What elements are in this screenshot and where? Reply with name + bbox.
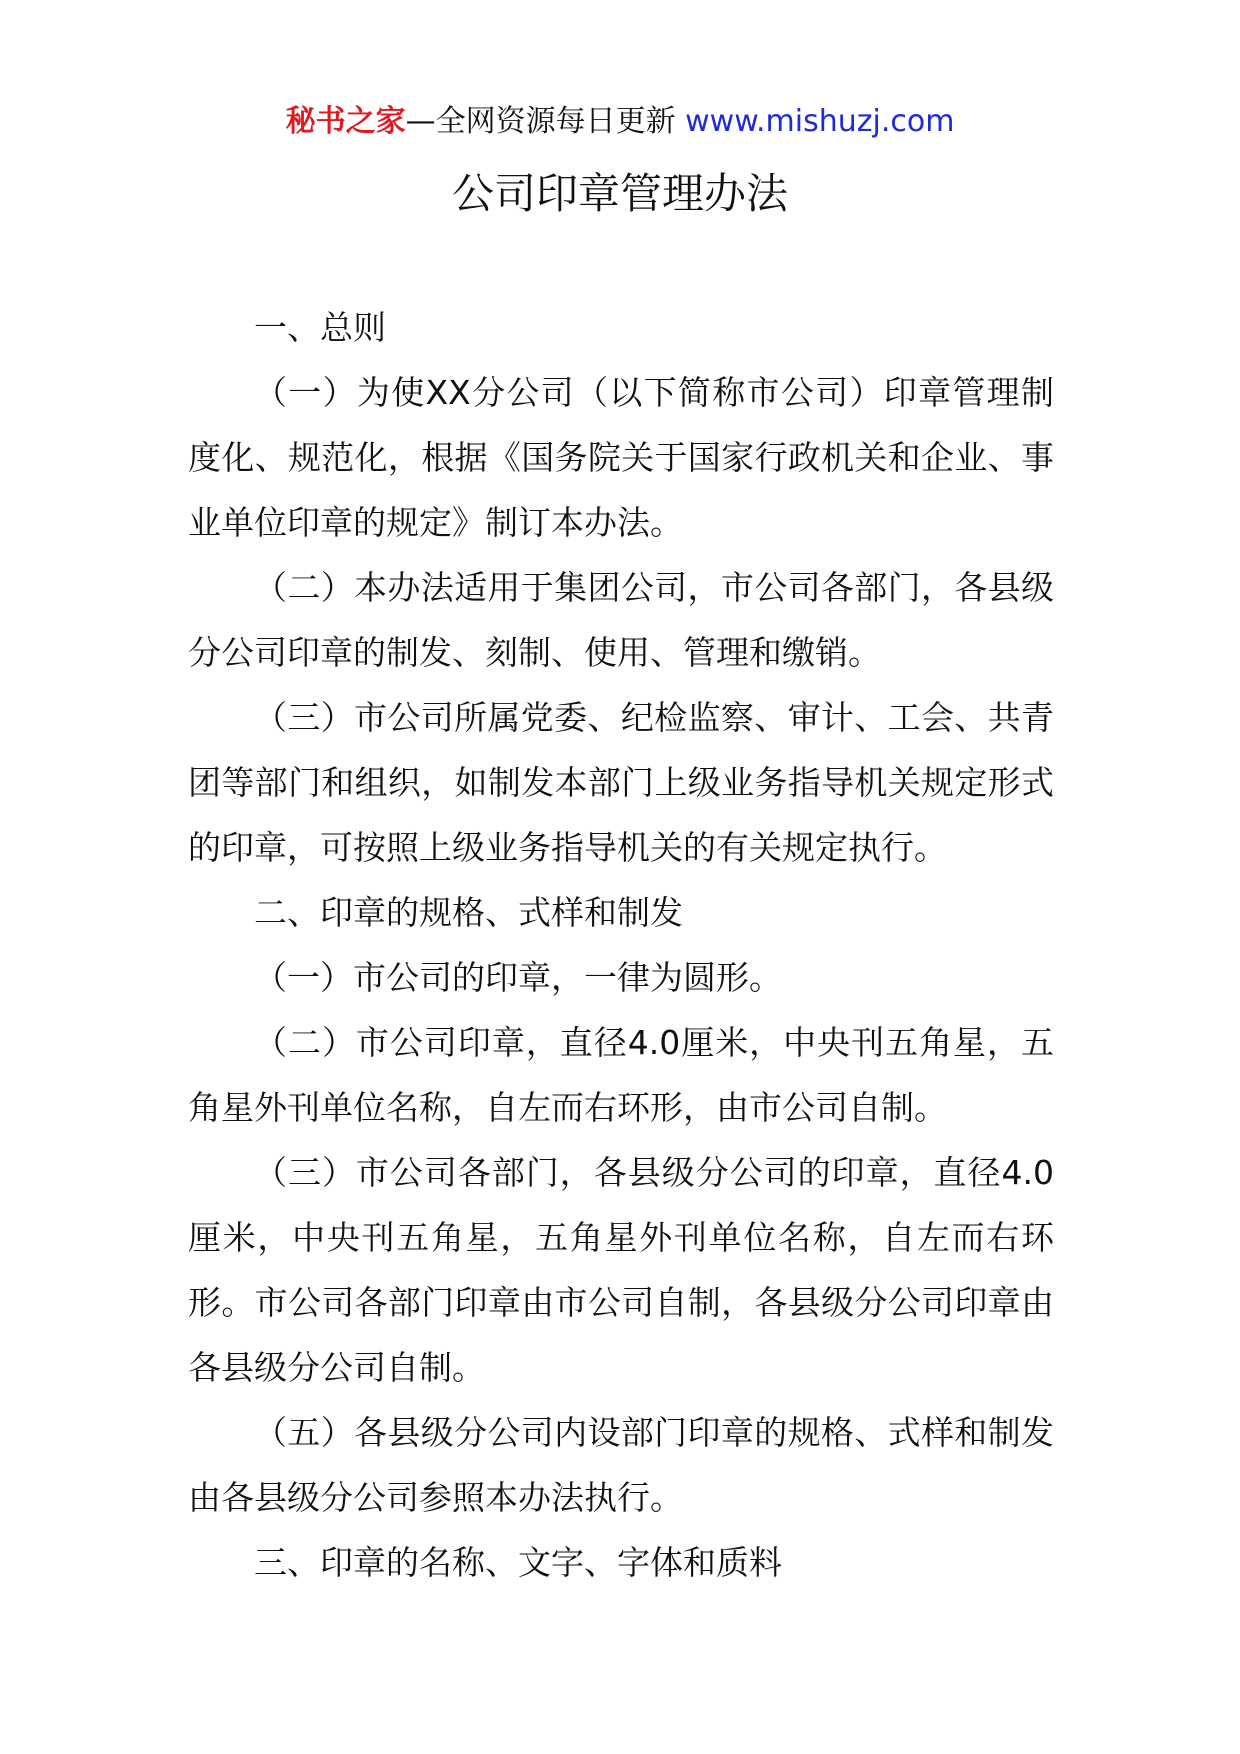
paragraph-purpose: （一）为使XX分公司（以下简称市公司）印章管理制度化、规范化，根据《国务院关于国家行政机关和企业、事业单位印章的规定》制订本办法。 [188, 373, 1054, 542]
section-heading-name-text-font-material: 三、印章的名称、文字、字体和质料 [254, 1543, 782, 1582]
document-body [188, 295, 1054, 1595]
paragraph-party-organizations: （三）市公司所属党委、纪检监察、审计、工会、共青团等部门和组织，如制发本部门上级业务指导机关规定形式的印章，可按照上级业务指导机关的有关规定执行。 [188, 698, 1054, 867]
site-header [0, 100, 1240, 144]
section-heading-specifications: 二、印章的规格、式样和制发 [254, 893, 683, 932]
paragraph-seal-shape: （一）市公司的印章，一律为圆形。 [254, 958, 782, 997]
paragraph-company-seal: （二）市公司印章，直径4.0厘米，中央刊五角星，五角星外刊单位名称，自左而右环形，由市公司自制。 [188, 1023, 1054, 1127]
document-title: 公司印章管理办法 [451, 169, 788, 218]
paragraph-department-seal: （三）市公司各部门，各县级分公司的印章，直径4.0厘米，中央刊五角星，五角星外刊单位名称，自左而右环形。市公司各部门印章由市公司自制，各县级分公司印章由各县级分公司自制。 [188, 1153, 1054, 1387]
site-tagline: —全网资源每日更新 [405, 104, 686, 139]
section-heading-general: 一、总则 [254, 308, 386, 347]
site-url-link[interactable]: www.mishuzj.com [685, 104, 955, 139]
site-brand: 秘书之家 [285, 104, 406, 139]
paragraph-branch-internal-seal: （五）各县级分公司内设部门印章的规格、式样和制发由各县级分公司参照本办法执行。 [188, 1413, 1054, 1517]
paragraph-scope: （二）本办法适用于集团公司，市公司各部门，各县级分公司印章的制发、刻制、使用、管理和缴销。 [188, 568, 1054, 672]
